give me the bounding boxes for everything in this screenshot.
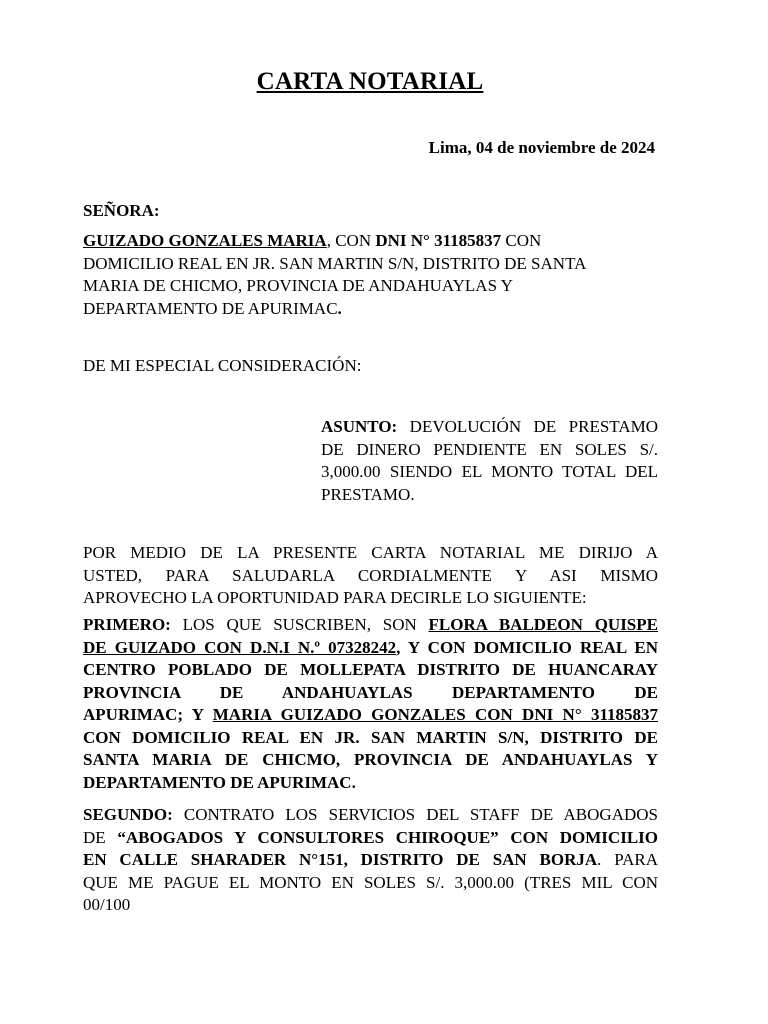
segundo-firm: “ABOGADOS Y CONSULTORES CHIROQUE” CON DOMICILIO (117, 827, 658, 847)
asunto-label: ASUNTO: (321, 417, 398, 436)
primero-text-bold: APURIMAC; Y (83, 705, 213, 724)
intro-paragraph (83, 542, 658, 610)
primero-text: LOS QUE SUSCRIBEN, SON (170, 615, 429, 634)
addressee-line-4 (83, 298, 658, 321)
segundo-text: DE (83, 827, 118, 847)
primero-paragraph (83, 614, 658, 794)
addressee-text: , CON (326, 231, 376, 250)
asunto-line-1 (321, 416, 658, 439)
segundo-text: CONTRATO LOS SERVICIOS DEL STAFF DE ABOGADOS (172, 805, 658, 824)
segundo-line-5: 00/100 (83, 895, 131, 914)
segundo-line-2 (83, 827, 658, 850)
addressee-name: GUIZADO GONZALES MARIA (83, 231, 327, 250)
primero-line-2 (83, 637, 658, 660)
segundo-line-4: QUE ME PAGUE EL MONTO EN SOLES S/. 3,000.00 (TRES MIL CON (83, 872, 658, 892)
addressee-dept: DEPARTAMENTO DE APURIMAC (83, 298, 338, 318)
segundo-text: . PARA (597, 850, 658, 869)
primero-label: PRIMERO: (83, 615, 171, 634)
primero-line-1 (83, 614, 658, 637)
asunto-line-2: DE DINERO PENDIENTE EN SOLES S/. (321, 439, 658, 459)
addressee-paragraph (83, 230, 658, 320)
segundo-address: EN CALLE SHARADER N°151, DISTRITO DE SAN BORJA (83, 850, 598, 869)
asunto-block (321, 416, 658, 506)
intro-line-1: POR MEDIO DE LA PRESENTE CARTA NOTARIAL ME DIRIJO A (83, 543, 658, 562)
intro-line-3: APROVECHO LA OPORTUNIDAD PARA DECIRLE LO SIGUIENTE: (83, 588, 587, 607)
primero-name-1: FLORA BALDEON QUISPE (428, 615, 658, 634)
intro-line-2: USTED, PARA SALUDARLA CORDIALMENTE Y ASI MISMO (83, 565, 658, 585)
addressee-dni: DNI N° 31185837 (375, 231, 502, 250)
asunto-line-3: 3,000.00 SIENDO EL MONTO TOTAL DEL (321, 462, 658, 481)
primero-line-6: CON DOMICILIO REAL EN JR. SAN MARTIN S/N, DISTRITO DE (83, 727, 658, 747)
greeting: DE MI ESPECIAL CONSIDERACIÓN: (83, 356, 362, 375)
primero-name-1-cont: DE GUIZADO CON D.N.I N.º 07328242 (83, 637, 397, 657)
primero-line-8: DEPARTAMENTO DE APURIMAC. (83, 772, 356, 792)
segundo-label: SEGUNDO: (83, 805, 173, 824)
asunto-line-4: PRESTAMO. (321, 484, 415, 504)
document-title: CARTA NOTARIAL (256, 68, 484, 95)
addressee-line-3: MARIA DE CHICMO, PROVINCIA DE ANDAHUAYLAS Y (83, 276, 513, 295)
segundo-line-3 (83, 849, 658, 872)
segundo-line-1 (83, 804, 658, 827)
asunto-text: DEVOLUCIÓN DE PRESTAMO (397, 417, 658, 436)
primero-text-bold: , Y CON DOMICILIO REAL EN (396, 637, 658, 657)
addressee-text: CON (501, 231, 542, 250)
addressee-label: SEÑORA: (83, 201, 160, 220)
addressee-period: . (337, 298, 342, 318)
document-date: Lima, 04 de noviembre de 2024 (428, 138, 655, 157)
segundo-paragraph (83, 804, 658, 917)
addressee-line-2: DOMICILIO REAL EN JR. SAN MARTIN S/N, DISTRITO DE SANTA (83, 253, 587, 273)
primero-line-3: CENTRO POBLADO DE MOLLEPATA DISTRITO DE HUANCARAY (83, 660, 658, 679)
primero-line-4: PROVINCIA DE ANDAHUAYLAS DEPARTAMENTO DE (83, 682, 658, 702)
primero-name-2: MARIA GUIZADO GONZALES CON DNI N° 31185837 (212, 705, 658, 724)
primero-line-7: SANTA MARIA DE CHICMO, PROVINCIA DE ANDAHUAYLAS Y (83, 750, 658, 769)
primero-line-5 (83, 704, 658, 727)
addressee-line-1 (83, 230, 658, 253)
